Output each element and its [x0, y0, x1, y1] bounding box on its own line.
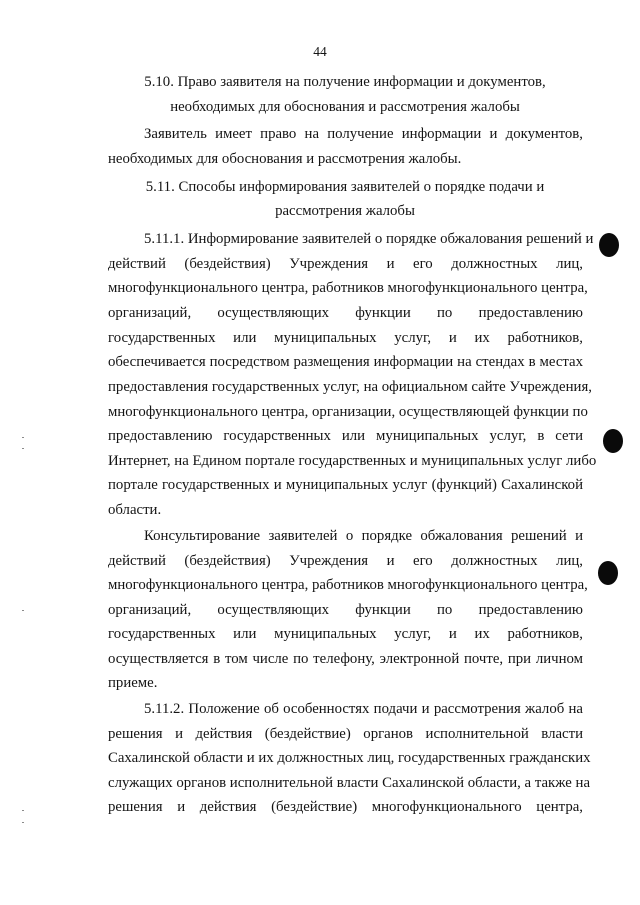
paragraph-line: области. — [108, 502, 162, 518]
paragraph-line: Заявитель имеет право на получение информации и документов, — [144, 126, 583, 142]
paragraph-line: необходимых для обоснования и рассмотрения жалобы. — [108, 151, 462, 167]
scan-mark — [22, 610, 24, 611]
paragraph-line: портале государственных и муниципальных услуг (функций) Сахалинской — [108, 477, 583, 493]
paragraph-line: организаций, осуществляющих функции по предоставлению — [108, 602, 583, 618]
punch-hole-mark — [599, 233, 619, 257]
page-number: 44 — [313, 44, 327, 59]
paragraph-line: многофункционального центра, работников многофункционального центра, — [108, 280, 588, 296]
paragraph-line: решения и действия (бездействие) многофункционального центра, — [108, 799, 583, 815]
paragraph-line: многофункционального центра, организации, осуществляющей функции по — [108, 404, 588, 420]
scan-mark — [22, 437, 24, 438]
paragraph-line: 5.11.1. Информирование заявителей о порядке обжалования решений и — [144, 231, 594, 247]
paragraph-line: действий (бездействия) Учреждения и его должностных лиц, — [108, 553, 583, 569]
heading-5-11-line: рассмотрения жалобы — [275, 203, 415, 219]
scan-mark — [22, 822, 24, 823]
paragraph-line: государственных или муниципальных услуг, и их работников, — [108, 330, 583, 346]
paragraph-line: действий (бездействия) Учреждения и его должностных лиц, — [108, 256, 583, 272]
heading-5-10-line: 5.10. Право заявителя на получение информации и документов, — [144, 74, 546, 90]
paragraph-line: 5.11.2. Положение об особенностях подачи и рассмотрения жалоб на — [144, 701, 583, 717]
paragraph-line: служащих органов исполнительной власти Сахалинской области, а также на — [108, 775, 591, 791]
heading-5-11-line: 5.11. Способы информирования заявителей о порядке подачи и — [145, 179, 545, 195]
paragraph-line: осуществляется в том числе по телефону, электронной почте, при личном — [108, 651, 583, 667]
paragraph-line: обеспечивается посредством размещения информации на стендах в местах — [108, 354, 583, 370]
paragraph-line: государственных или муниципальных услуг, и их работников, — [108, 626, 583, 642]
scan-mark — [22, 810, 24, 811]
paragraph-line: предоставлению государственных или муниципальных услуг, в сети — [108, 428, 583, 444]
paragraph-line: Сахалинской области и их должностных лиц, государственных гражданских — [108, 750, 591, 766]
paragraph-line: организаций, осуществляющих функции по предоставлению — [108, 305, 583, 321]
scan-mark — [22, 448, 24, 449]
punch-hole-mark — [603, 429, 623, 453]
paragraph-line: предоставления государственных услуг, на официальном сайте Учреждения, — [108, 379, 592, 395]
paragraph-line: многофункционального центра, работников многофункционального центра, — [108, 577, 588, 593]
paragraph-line: Интернет, на Едином портале государственных и муниципальных услуг либо — [108, 453, 597, 469]
punch-hole-mark — [598, 561, 618, 585]
paragraph-line: решения и действия (бездействие) органов исполнительной власти — [108, 726, 583, 742]
heading-5-10-line: необходимых для обоснования и рассмотрения жалобы — [170, 99, 520, 115]
paragraph-line: приеме. — [108, 675, 158, 691]
paragraph-line: Консультирование заявителей о порядке обжалования решений и — [144, 528, 583, 544]
